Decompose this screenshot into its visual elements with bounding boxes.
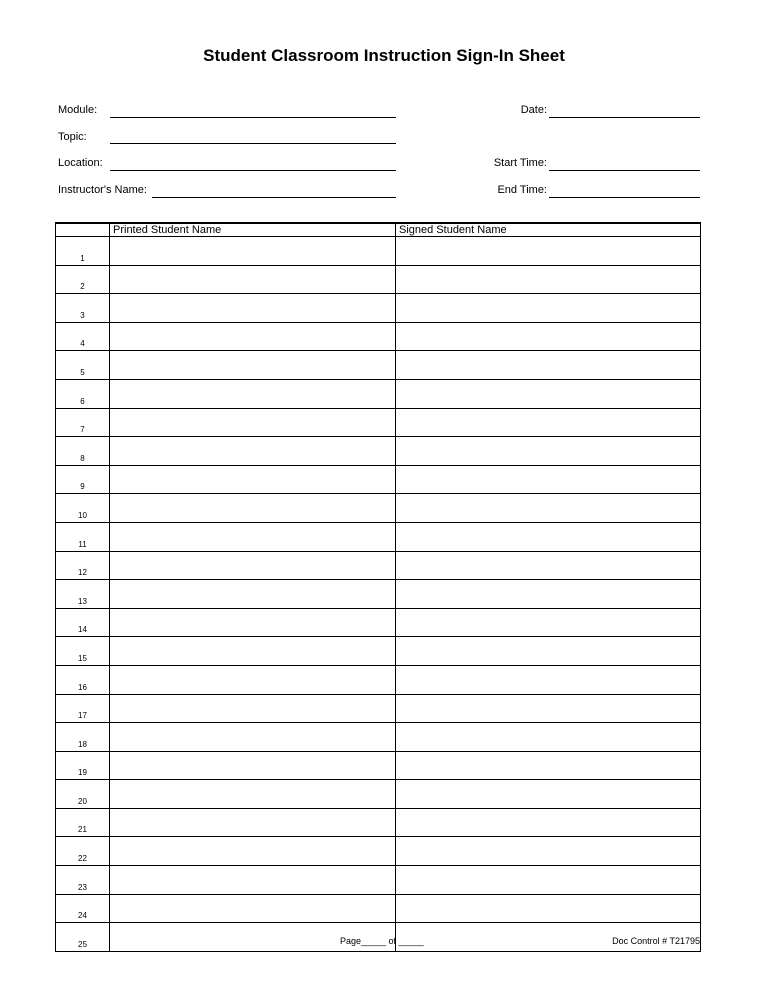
signed-name-cell[interactable] <box>396 551 701 580</box>
table-row <box>56 265 701 294</box>
row-number: 20 <box>56 780 110 809</box>
start-time-field[interactable] <box>549 170 700 171</box>
page-number: Page_____ of _____ <box>340 936 424 946</box>
printed-name-cell[interactable] <box>110 837 396 866</box>
table-row <box>56 294 701 323</box>
printed-name-cell[interactable] <box>110 637 396 666</box>
row-number: 22 <box>56 837 110 866</box>
page-title: Student Classroom Instruction Sign-In Sheet <box>203 46 565 65</box>
signed-name-cell[interactable] <box>396 494 701 523</box>
table-row <box>56 837 701 866</box>
signed-name-cell[interactable] <box>396 808 701 837</box>
doc-control-number: Doc Control # T21795 <box>612 936 700 946</box>
start-time-label: Start Time: <box>493 157 547 169</box>
printed-name-cell[interactable] <box>110 408 396 437</box>
location-label: Location: <box>58 157 103 169</box>
printed-name-cell[interactable] <box>110 723 396 752</box>
date-field[interactable] <box>549 117 700 118</box>
row-number: 12 <box>56 551 110 580</box>
table-row <box>56 580 701 609</box>
printed-name-cell[interactable] <box>110 780 396 809</box>
location-field[interactable] <box>110 170 396 171</box>
end-time-field[interactable] <box>549 197 700 198</box>
printed-name-cell[interactable] <box>110 294 396 323</box>
signed-name-column-header: Signed Student Name <box>396 223 701 237</box>
table-row <box>56 494 701 523</box>
printed-name-cell[interactable] <box>110 580 396 609</box>
table-row <box>56 665 701 694</box>
printed-name-cell[interactable] <box>110 237 396 266</box>
signed-name-cell[interactable] <box>396 580 701 609</box>
row-number: 16 <box>56 665 110 694</box>
sign-in-table <box>55 222 701 952</box>
table-row <box>56 408 701 437</box>
table-row <box>56 437 701 466</box>
row-number: 5 <box>56 351 110 380</box>
printed-name-cell[interactable] <box>110 494 396 523</box>
printed-name-cell[interactable] <box>110 751 396 780</box>
printed-name-cell[interactable] <box>110 379 396 408</box>
signed-name-cell[interactable] <box>396 465 701 494</box>
row-number: 18 <box>56 723 110 752</box>
signed-name-cell[interactable] <box>396 637 701 666</box>
module-field[interactable] <box>110 117 396 118</box>
signed-name-cell[interactable] <box>396 608 701 637</box>
signed-name-cell[interactable] <box>396 837 701 866</box>
table-row <box>56 322 701 351</box>
printed-name-cell[interactable] <box>110 894 396 923</box>
table-row <box>56 637 701 666</box>
table-row <box>56 808 701 837</box>
printed-name-cell[interactable] <box>110 265 396 294</box>
instructor-label: Instructor's Name: <box>58 184 147 196</box>
printed-name-cell[interactable] <box>110 322 396 351</box>
topic-label: Topic: <box>58 131 87 143</box>
signed-name-cell[interactable] <box>396 322 701 351</box>
signed-name-cell[interactable] <box>396 522 701 551</box>
row-number: 4 <box>56 322 110 351</box>
row-number: 14 <box>56 608 110 637</box>
table-row <box>56 237 701 266</box>
signed-name-cell[interactable] <box>396 866 701 895</box>
signed-name-cell[interactable] <box>396 351 701 380</box>
row-number: 9 <box>56 465 110 494</box>
signed-name-cell[interactable] <box>396 379 701 408</box>
date-label: Date: <box>520 104 547 116</box>
row-number: 6 <box>56 379 110 408</box>
table-row <box>56 866 701 895</box>
table-row <box>56 379 701 408</box>
signed-name-cell[interactable] <box>396 437 701 466</box>
table-row <box>56 694 701 723</box>
printed-name-cell[interactable] <box>110 351 396 380</box>
row-number: 15 <box>56 637 110 666</box>
row-number: 8 <box>56 437 110 466</box>
signed-name-cell[interactable] <box>396 265 701 294</box>
signed-name-cell[interactable] <box>396 294 701 323</box>
printed-name-cell[interactable] <box>110 608 396 637</box>
table-row <box>56 780 701 809</box>
row-number: 25 <box>56 923 110 952</box>
table-row <box>56 894 701 923</box>
printed-name-cell[interactable] <box>110 437 396 466</box>
signed-name-cell[interactable] <box>396 894 701 923</box>
signed-name-cell[interactable] <box>396 408 701 437</box>
signed-name-cell[interactable] <box>396 665 701 694</box>
row-number: 3 <box>56 294 110 323</box>
row-number: 11 <box>56 522 110 551</box>
table-row <box>56 465 701 494</box>
table-header-row <box>56 223 701 237</box>
printed-name-column-header: Printed Student Name <box>110 223 396 237</box>
row-number: 13 <box>56 580 110 609</box>
table-row <box>56 608 701 637</box>
end-time-label: End Time: <box>497 184 547 196</box>
row-number: 21 <box>56 808 110 837</box>
row-number: 23 <box>56 866 110 895</box>
printed-name-cell[interactable] <box>110 465 396 494</box>
signed-name-cell[interactable] <box>396 694 701 723</box>
topic-field[interactable] <box>110 143 396 144</box>
signed-name-cell[interactable] <box>396 751 701 780</box>
signed-name-cell[interactable] <box>396 780 701 809</box>
number-column-header <box>56 223 110 237</box>
printed-name-cell[interactable] <box>110 522 396 551</box>
table-row <box>56 351 701 380</box>
printed-name-cell[interactable] <box>110 665 396 694</box>
instructor-field[interactable] <box>152 197 396 198</box>
row-number: 10 <box>56 494 110 523</box>
printed-name-cell[interactable] <box>110 694 396 723</box>
table-row <box>56 723 701 752</box>
row-number: 24 <box>56 894 110 923</box>
row-number: 7 <box>56 408 110 437</box>
row-number: 1 <box>56 237 110 266</box>
printed-name-cell[interactable] <box>110 866 396 895</box>
row-number: 17 <box>56 694 110 723</box>
table-row <box>56 551 701 580</box>
row-number: 19 <box>56 751 110 780</box>
table-row <box>56 522 701 551</box>
signed-name-cell[interactable] <box>396 723 701 752</box>
row-number: 2 <box>56 265 110 294</box>
printed-name-cell[interactable] <box>110 808 396 837</box>
signed-name-cell[interactable] <box>396 237 701 266</box>
printed-name-cell[interactable] <box>110 551 396 580</box>
module-label: Module: <box>58 104 98 116</box>
table-row <box>56 751 701 780</box>
